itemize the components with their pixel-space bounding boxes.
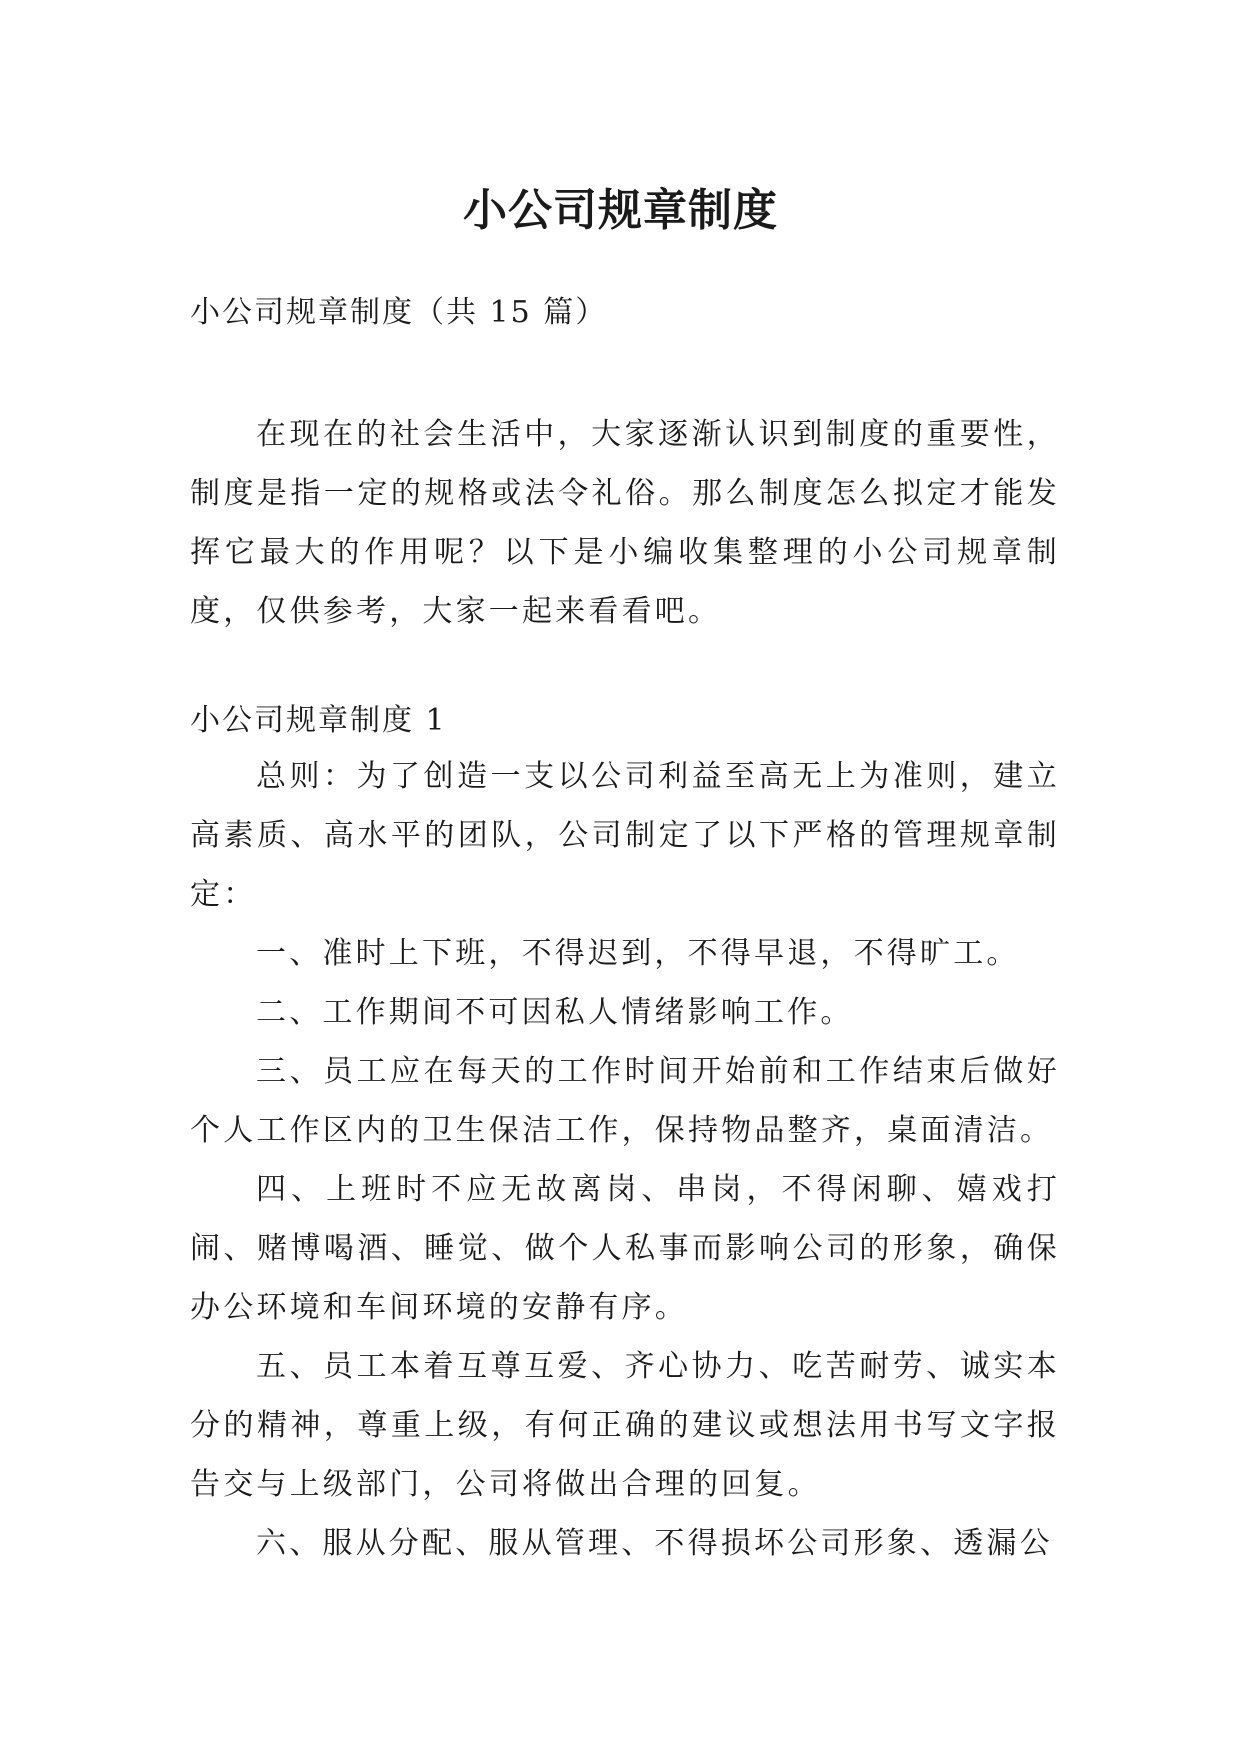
paragraph-rule-1: 一、准时上下班，不得迟到，不得早退，不得旷工。 xyxy=(256,936,1020,971)
intro-paragraph: 在现在的社会生活中，大家逐渐认识到制度的重要性，制度是指一定的规格或法令礼俗。那么制度怎么拟定才能发挥它最大的作用呢？以下是小编收集整理的小公司规章制度，仅供参考，大家一起来看看吧。 xyxy=(190,417,1060,629)
paragraph-rule-4: 四、上班时不应无故离岗、串岗，不得闲聊、嬉戏打闹、赌博喝酒、睡觉、做个人私事而影响公司的形象，确保办公环境和车间环境的安静有序。 xyxy=(190,1172,1060,1325)
paragraph-rule-2: 二、工作期间不可因私人情绪影响工作。 xyxy=(256,995,854,1030)
paragraph-rule-6: 六、服从分配、服从管理、不得损坏公司形象、透漏公 xyxy=(256,1526,1053,1561)
document-subtitle: 小公司规章制度（共 15 篇） xyxy=(190,295,608,330)
section-heading: 小公司规章制度 1 xyxy=(190,703,447,738)
paragraph-general: 总则：为了创造一支以公司利益至高无上为准则，建立高素质、高水平的团队，公司制定了以下严格的管理规章制定： xyxy=(190,759,1060,912)
document-title: 小公司规章制度 xyxy=(463,185,778,237)
paragraph-rule-5: 五、员工本着互尊互爱、齐心协力、吃苦耐劳、诚实本分的精神，尊重上级，有何正确的建议或想法用书写文字报告交与上级部门，公司将做出合理的回复。 xyxy=(190,1349,1060,1502)
paragraph-rule-3: 三、员工应在每天的工作时间开始前和工作结束后做好个人工作区内的卫生保洁工作，保持物品整齐，桌面清洁。 xyxy=(190,1054,1060,1148)
